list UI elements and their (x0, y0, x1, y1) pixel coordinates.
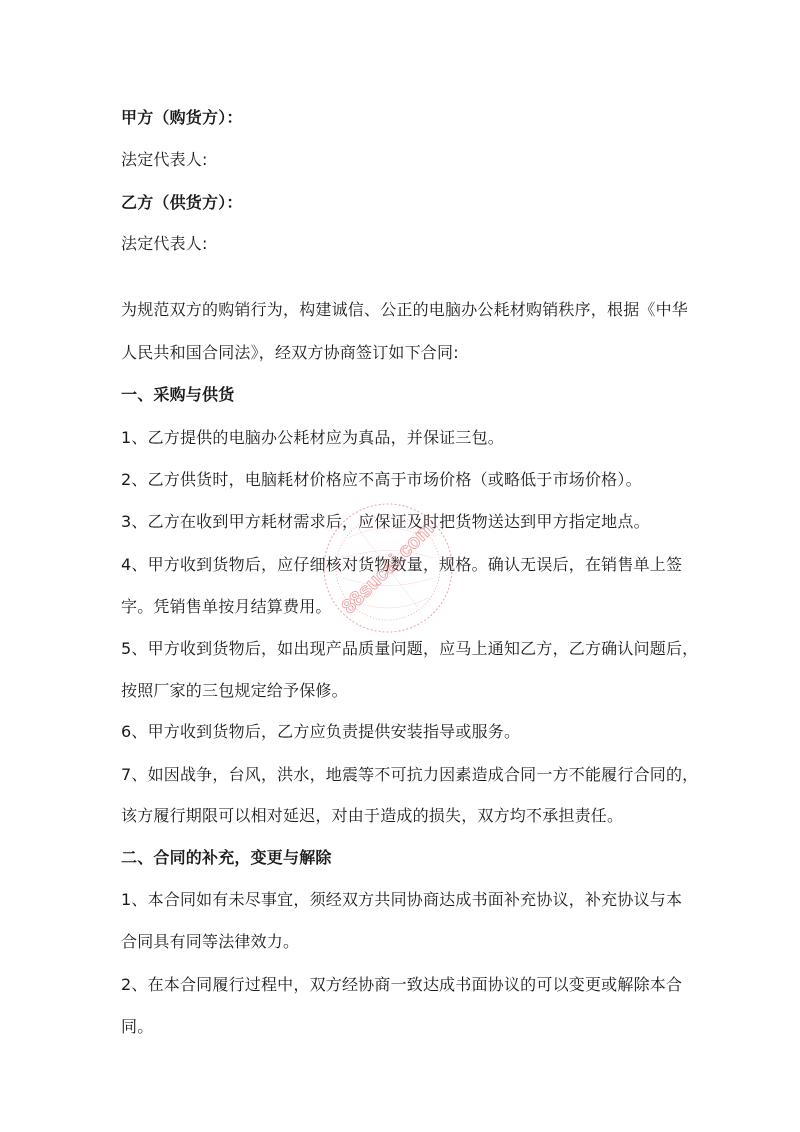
clause-line: 该方履行期限可以相对延迟，对由于造成的损失，双方均不承担责任。 (121, 806, 624, 825)
clause-line: 3、乙方在收到甲方耗材需求后，应保证及时把货物送达到甲方指定地点。 (121, 512, 650, 531)
preamble-line: 人民共和国合同法》，经双方协商签订如下合同: (121, 343, 459, 362)
clause-line: 同。 (121, 1017, 154, 1036)
watermark-text: 88sucai.com (337, 517, 439, 619)
clause-line: 1、本合同如有未尽事宜，须经双方共同协商达成书面补充协议，补充协议与本 (121, 890, 683, 909)
clause-line: 合同具有同等法律效力。 (121, 932, 300, 951)
clause-line: 2、乙方供货时，电脑耗材价格应不高于市场价格（或略低于市场价格）。 (121, 470, 642, 489)
section-1-heading: 一、采购与供货 (121, 385, 235, 404)
party-a-representative-label: 法定代表人: (121, 150, 208, 169)
party-b-representative-label: 法定代表人: (121, 234, 208, 253)
clause-line: 6、甲方收到货物后，乙方应负责提供安装指导或服务。 (121, 722, 521, 741)
clause-line: 按照厂家的三包规定给予保修。 (121, 681, 348, 700)
clause-line: 7、如因战争，台风，洪水，地震等不可抗力因素造成合同一方不能履行合同的， (121, 765, 699, 784)
clause-line: 2、在本合同履行过程中，双方经协商一致达成书面协议的可以变更或解除本合 (121, 975, 683, 994)
section-2-heading: 二、合同的补充，变更与解除 (121, 848, 332, 867)
clause-line: 1、乙方提供的电脑办公耗材应为真品，并保证三包。 (121, 428, 504, 447)
party-a-heading: 甲方（购货方）： (121, 108, 243, 127)
clause-line: 4、甲方收到货物后，应仔细核对货物数量，规格。确认无误后，在销售单上签 (121, 555, 683, 574)
watermark-stamp (318, 498, 458, 638)
clause-line: 5、甲方收到货物后，如出现产品质量问题，应马上通知乙方，乙方确认问题后， (121, 639, 699, 658)
party-b-heading: 乙方（供货方）： (121, 193, 243, 212)
preamble-line: 为规范双方的购销行为，构建诚信、公正的电脑办公耗材购销秩序，根据《中华 (121, 300, 689, 319)
clause-line: 字。凭销售单按月结算费用。 (121, 597, 332, 616)
